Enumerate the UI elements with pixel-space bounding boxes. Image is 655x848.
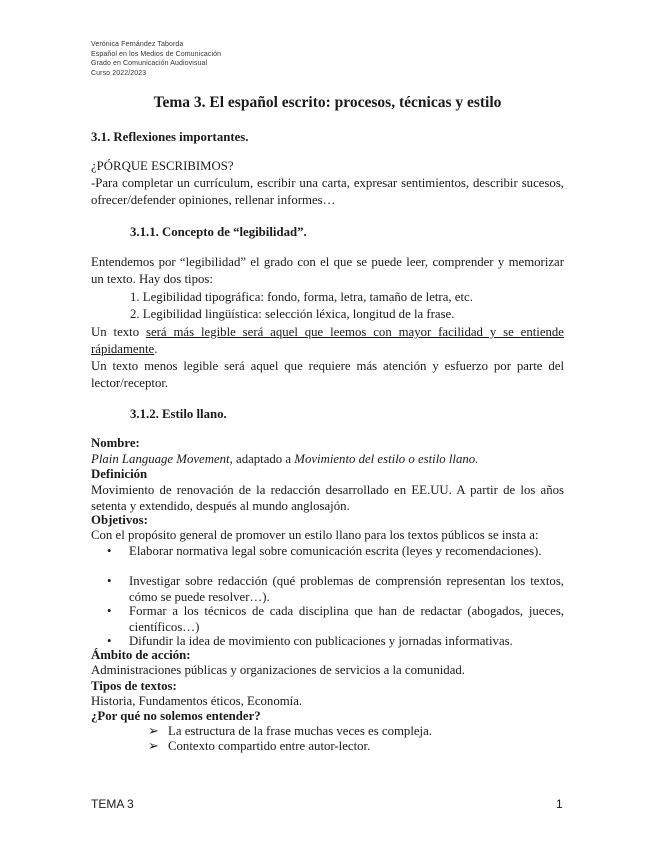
legibility-more-suffix: . — [154, 341, 158, 356]
legibility-more — [91, 324, 564, 357]
razon-item — [148, 739, 370, 754]
section-3-1-heading: 3.1. Reflexiones importantes. — [91, 130, 249, 144]
objetivo-item — [107, 544, 564, 560]
arrow-bullet-icon: ➢ — [148, 724, 159, 738]
section-3-1-1-heading: 3.1.1. Concepto de “legibilidad”. — [130, 225, 307, 239]
page-header — [91, 40, 221, 78]
bullet-icon: • — [107, 604, 112, 618]
legibility-intro: Entendemos por “legibilidad” el grado con el que se puede leer, comprender y memorizar un texto. Hay dos tipos: — [91, 255, 564, 286]
legibility-type-2: 2. Legibilidad lingüística: selección léxica, longitud de la frase. — [130, 307, 455, 321]
objetivo-text: Difundir la idea de movimiento con publicaciones y jornadas informativas. — [129, 634, 513, 648]
section-3-1-question: ¿PÓRQUE ESCRIBIMOS? — [91, 159, 234, 173]
bullet-icon: • — [107, 544, 112, 558]
ambito-label: Ámbito de acción: — [91, 648, 191, 662]
section-3-1-2-heading: 3.1.2. Estilo llano. — [130, 407, 227, 421]
nombre-text — [91, 452, 478, 467]
objetivo-text: Formar a los técnicos de cada disciplina que han de redactar (abogados, jueces, científicos…) — [129, 604, 564, 634]
objetivo-text: Elaborar normativa legal sobre comunicación escrita (leyes y recomendaciones). — [129, 544, 542, 558]
tipos-label: Tipos de textos: — [91, 679, 177, 693]
definicion-text: Movimiento de renovación de la redacción desarrollado en EE.UU. A partir de los años setenta y extendido, después al mundo anglosajón. — [91, 483, 564, 513]
bullet-icon: • — [107, 634, 112, 648]
nombre-es: Movimiento del estilo o estilo llano. — [294, 452, 479, 466]
bullet-icon: • — [107, 574, 112, 588]
nombre-label: Nombre: — [91, 436, 140, 450]
footer-label: TEMA 3 — [91, 797, 134, 811]
header-subject: Español en los Medios de Comunicación — [91, 50, 222, 58]
objetivos-label: Objetivos: — [91, 513, 148, 527]
tipos-text: Historia, Fundamentos éticos, Economía. — [91, 694, 303, 708]
definicion-label: Definición — [91, 467, 148, 481]
objetivo-item — [107, 574, 564, 605]
page-number: 1 — [556, 797, 563, 811]
objetivo-item — [107, 604, 564, 635]
legibility-less: Un texto menos legible será aquel que requiere más atención y esfuerzo por parte del lector/receptor. — [91, 359, 564, 390]
legibility-more-underlined: será más legible será aquel que leemos con mayor facilidad y se entiende rápidamente — [91, 325, 564, 356]
razon-item — [148, 724, 432, 739]
document-title: Tema 3. El español escrito: procesos, técnicas y estilo — [153, 94, 502, 111]
razon-text: Contexto compartido entre autor-lector. — [168, 739, 371, 753]
ambito-text: Administraciones públicas y organizaciones de servicios a la comunidad. — [91, 663, 465, 677]
header-author: Verónica Fernández Taborda — [91, 41, 184, 48]
razon-text: La estructura de la frase muchas veces es compleja. — [168, 724, 432, 738]
arrow-bullet-icon: ➢ — [148, 739, 159, 753]
section-3-1-answer: -Para completar un currículum, escribir una carta, expresar sentimientos, describir sucesos, ofrecer/defender opiniones, rellenar informes… — [91, 176, 564, 207]
header-degree: Grado en Comunicación Audiovisual — [91, 60, 208, 68]
nombre-mid: , adaptado a — [229, 452, 295, 466]
objetivos-intro: Con el propósito general de promover un estilo llano para los textos públicos se insta a: — [91, 528, 539, 542]
legibility-type-1: 1. Legibilidad tipográfica: fondo, forma, letra, tamaño de letra, etc. — [130, 290, 473, 304]
porque-label: ¿Por qué no solemos entender? — [91, 709, 261, 723]
header-course: Curso 2022/2023 — [91, 69, 147, 77]
legibility-more-prefix: Un texto — [91, 325, 146, 339]
nombre-en: Plain Language Movement — [91, 452, 230, 466]
objetivo-text: Investigar sobre redacción (qué problemas de comprensión representan los textos, cómo se puede resolver…). — [129, 574, 564, 604]
